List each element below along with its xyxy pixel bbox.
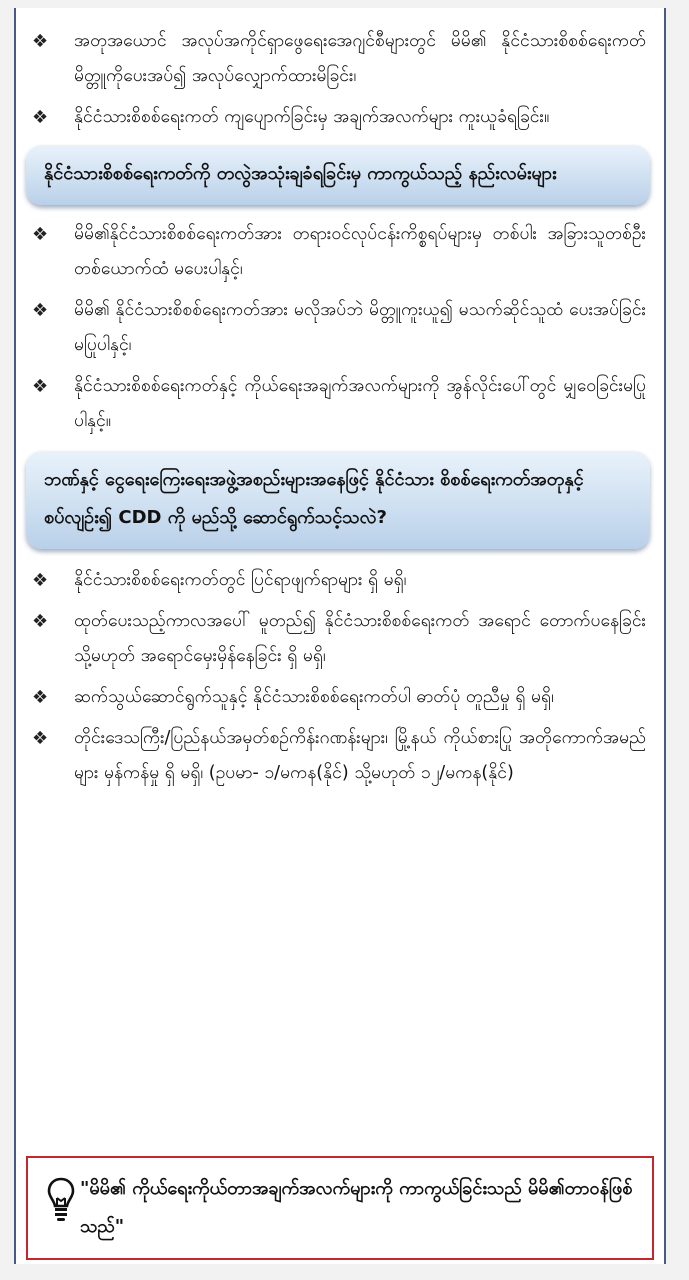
risk-list: [16, 24, 664, 135]
list-item: [32, 680, 646, 715]
list-item-text: မိမိ၏နိုင်ငံသားစိစစ်ရေးကတ်အား တရားဝင်လုပ်ငန်းကိစ္စရပ်များမှ တစ်ပါး အခြားသူတစ်ဦးတစ်ယောက်ထံ မပေးပါနှင့်၊: [74, 224, 646, 279]
diamond-bullet-icon: ❖: [32, 728, 49, 749]
list-item-text: နိုင်ငံသားစိစစ်ရေးကတ်တွင် ပြင်ရာဖျက်ရာများ ရှိ မရှိ၊: [74, 570, 407, 590]
list-item: [32, 604, 646, 674]
reminder-quote-text: "မိမိ၏ ကိုယ်ရေးကိုယ်တာအချက်အလက်များကို ကာကွယ်ခြင်းသည် မိမိ၏တာဝန်ဖြစ်သည်": [80, 1178, 633, 1237]
section-heading-cdd: [26, 451, 650, 549]
diamond-bullet-icon: ❖: [32, 570, 49, 591]
list-item: [32, 100, 646, 135]
cdd-checklist: [16, 563, 664, 791]
list-item: [32, 721, 646, 791]
list-item: [32, 24, 646, 94]
list-item-text: အတုအယောင် အလုပ်အကိုင်ရှာဖွေရေးအေဂျင်စီများတွင် မိမိ၏ နိုင်ငံသားစိစစ်ရေးကတ်မိတ္တူကိုပေးအပ်၍ အလုပ်လျှောက်ထားမိခြင်း၊: [74, 31, 646, 86]
list-item: [32, 369, 646, 439]
diamond-bullet-icon: ❖: [32, 31, 49, 52]
diamond-bullet-icon: ❖: [32, 224, 49, 245]
list-item: [32, 217, 646, 287]
section-heading-text: နိုင်ငံသားစိစစ်ရေးကတ်ကို တလွဲအသုံးချခံရခြင်းမှ ကာကွယ်သည့် နည်းလမ်းများ: [44, 163, 557, 184]
diamond-bullet-icon: ❖: [32, 107, 49, 128]
content-panel: [14, 8, 666, 1264]
list-item-text: ထုတ်ပေးသည့်ကာလအပေါ် မူတည်၍ နိုင်ငံသားစိစစ်ရေးကတ် အရောင် တောက်ပနေခြင်း သို့မဟုတ် အရောင်မှေးမှိန်နေခြင်း ရှိ မရှိ၊: [74, 611, 646, 666]
list-item-text: တိုင်းဒေသကြီး/ပြည်နယ်အမှတ်စဉ်ကိန်းဂဏန်းများ၊ မြို့နယ် ကိုယ်စားပြု အတိုကောက်အမည်များ မှန်ကန်မှု ရှိ မရှိ၊ (ဥပမာ- ၁/မကန(နိုင်) သို့မဟုတ် ၁၂/မကန(နိုင်): [74, 728, 646, 783]
reminder-quote-box: [26, 1156, 654, 1260]
diamond-bullet-icon: ❖: [32, 611, 49, 632]
list-item-text: နိုင်ငံသားစိစစ်ရေးကတ်နှင့် ကိုယ်ရေးအချက်အလက်များကို အွန်လိုင်းပေါ်တွင် မျှဝေခြင်းမပြုပါနှင့်။: [74, 376, 646, 431]
list-item-text: မိမိ၏ နိုင်ငံသားစိစစ်ရေးကတ်အား မလိုအပ်ဘဲ မိတ္တူကူးယူ၍ မသက်ဆိုင်သူထံ ပေးအပ်ခြင်း မပြုပါနှင့်၊: [74, 300, 646, 355]
diamond-bullet-icon: ❖: [32, 300, 49, 321]
section-heading-prevention: [26, 145, 650, 205]
diamond-bullet-icon: ❖: [32, 376, 49, 397]
diamond-bullet-icon: ❖: [32, 687, 49, 708]
list-item: [32, 563, 646, 598]
section-heading-text: ဘဏ်နှင့် ငွေရေးကြေးရေးအဖွဲ့အစည်းများအနေဖြင့် နိုင်ငံသား စိစစ်ရေးကတ်အတုနှင့်စပ်လျဉ်း၍ CDD ကို မည်သို့ ဆောင်ရွက်သင့်သလဲ?: [44, 469, 584, 528]
list-item: [32, 293, 646, 363]
lightbulb-icon: [46, 1176, 80, 1226]
prevention-list: [16, 217, 664, 439]
list-item-text: နိုင်ငံသားစိစစ်ရေးကတ် ကျပျောက်ခြင်းမှ အချက်အလက်များ ကူးယူခံရခြင်း။: [74, 107, 550, 127]
list-item-text: ဆက်သွယ်ဆောင်ရွက်သူနှင့် နိုင်ငံသားစိစစ်ရေးကတ်ပါ ဓာတ်ပုံ တူညီမှု ရှိ မရှိ၊: [74, 687, 554, 707]
